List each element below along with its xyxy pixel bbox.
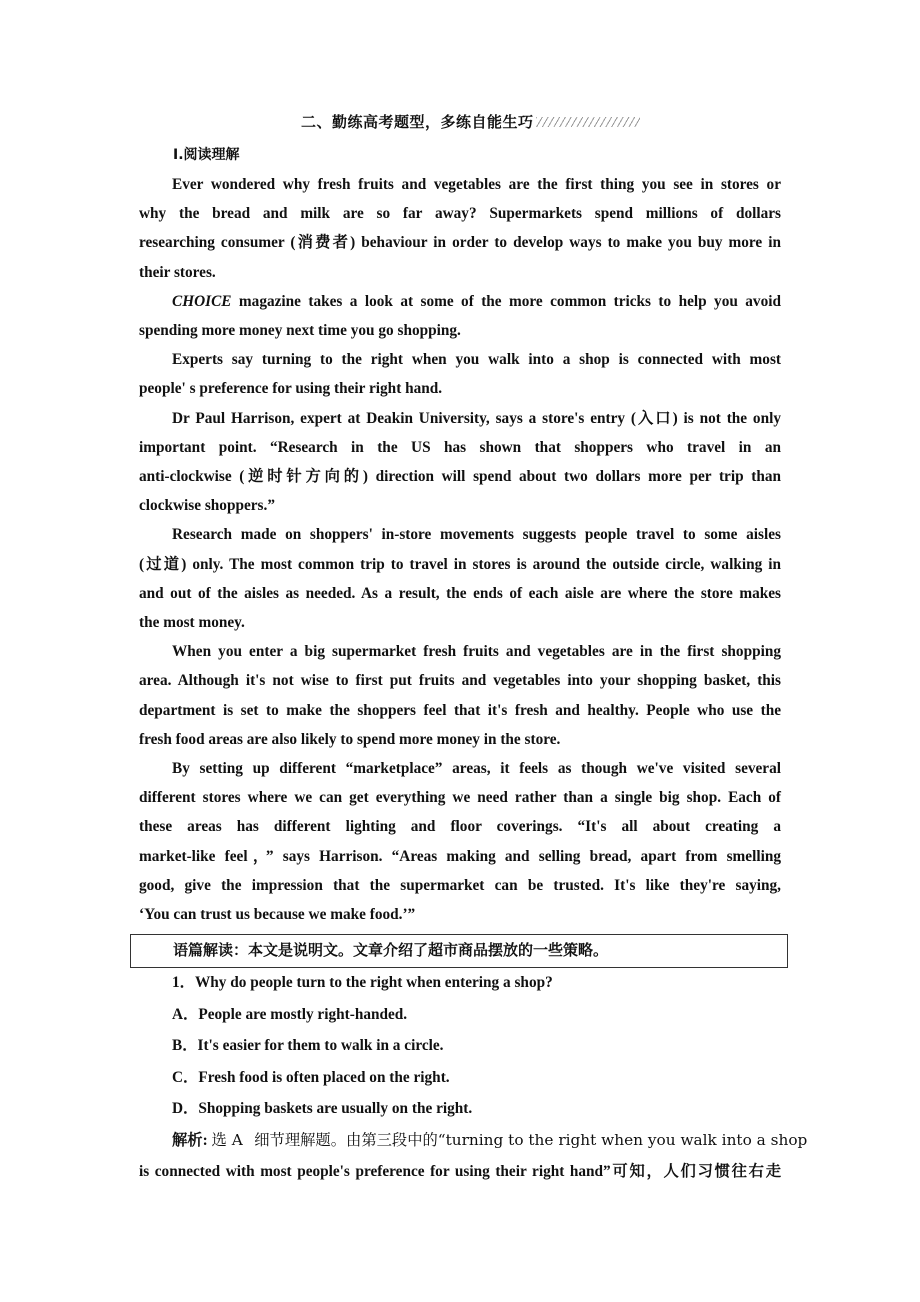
option-d: D．Shopping baskets are usually on the right. <box>172 1100 473 1117</box>
passage-line: (过道) only. The most common trip to travel in stores is around the outside circle, walking in <box>139 555 781 573</box>
summary-label: 语篇解读： <box>173 941 249 959</box>
section-heading <box>301 111 640 132</box>
passage-line: good, give the impression that the supermarket can be trusted. It's like they're saying, <box>139 876 781 894</box>
passage-line: area. Although it's not wise to first put fruits and vegetables into your shopping basket, this <box>139 672 781 690</box>
passage-line: department is set to make the shoppers feel that it's fresh and healthy. People who use the <box>139 701 781 719</box>
option-b: B．It's easier for them to walk in a circle. <box>172 1037 444 1054</box>
heading-text: 二、勤练高考题型，多练自能生巧 <box>301 113 534 131</box>
option-c: C．Fresh food is often placed on the right. <box>172 1068 450 1086</box>
passage-line: Experts say turning to the right when you walk into a shop is connected with most <box>172 351 781 369</box>
passage-line: anti-clockwise (逆时针方向的) direction will spend about two dollars more per trip than <box>139 468 781 486</box>
passage-line: Ever wondered why fresh fruits and vegetables are the first thing you see in stores or <box>172 176 781 193</box>
passage-line: market-like feel，” says Harrison. “Areas making and selling bread, apart from smelling <box>139 847 781 865</box>
passage-line: important point. “Research in the US has shown that shoppers who travel in an <box>139 438 781 456</box>
analysis-line-1 <box>139 1125 808 1157</box>
passage-line: CHOICE magazine takes a look at some of the more common tricks to help you avoid <box>172 292 781 310</box>
passage-summary-box <box>130 934 788 968</box>
passage-line: Dr Paul Harrison, expert at Deakin University, says a store's entry (入口) is not the only <box>172 409 781 427</box>
reading-passage <box>139 170 781 929</box>
question-stem: 1．Why do people turn to the right when entering a shop? <box>172 974 553 991</box>
question-block <box>139 967 808 1188</box>
passage-line: researching consumer (消费者) behaviour in order to develop ways to make you buy more in <box>139 234 781 252</box>
passage-line: their stores. <box>139 263 216 281</box>
passage-line: spending more money next time you go shopping. <box>139 322 461 340</box>
passage-line: and out of the aisles as needed. As a result, the ends of each aisle are where the store makes <box>139 584 781 602</box>
passage-line: By setting up different “marketplace” areas, it feels as though we've visited several <box>172 760 781 778</box>
passage-line: ‘You can trust us because we make food.’” <box>139 906 416 924</box>
analysis-label: 解析: <box>172 1131 208 1149</box>
passage-line: different stores where we can get everything we need rather than a single big shop. Each of <box>139 789 781 807</box>
analysis-answer: 选 A <box>211 1130 243 1149</box>
option-a: A．People are mostly right-handed. <box>172 1005 408 1023</box>
passage-line: the most money. <box>139 614 245 632</box>
summary-text: 本文是说明文。文章介绍了超市商品摆放的一些策略。 <box>248 941 609 959</box>
analysis-line-2: is connected with most people's preference for using their right hand”可知，人们习惯往右走 <box>139 1163 781 1180</box>
decorative-hatch <box>536 117 640 127</box>
passage-line: these areas has different lighting and floor coverings. “It's all about creating a <box>139 818 781 836</box>
passage-line: why the bread and milk are so far away? Supermarkets spend millions of dollars <box>139 205 781 223</box>
passage-line: clockwise shoppers.” <box>139 497 275 515</box>
section-title: Ⅰ.阅读理解 <box>173 147 240 163</box>
passage-line: fresh food areas are also likely to spend more money in the store. <box>139 730 561 748</box>
passage-line: Research made on shoppers' in-store movements suggests people travel to some aisles <box>172 526 781 544</box>
passage-line: When you enter a big supermarket fresh fruits and vegetables are in the first shopping <box>172 643 781 661</box>
analysis-text-1: 细节理解题。由第三段中的“turning to the right when you walk into a shop <box>254 1130 808 1149</box>
passage-line: people' s preference for using their right hand. <box>139 380 443 398</box>
